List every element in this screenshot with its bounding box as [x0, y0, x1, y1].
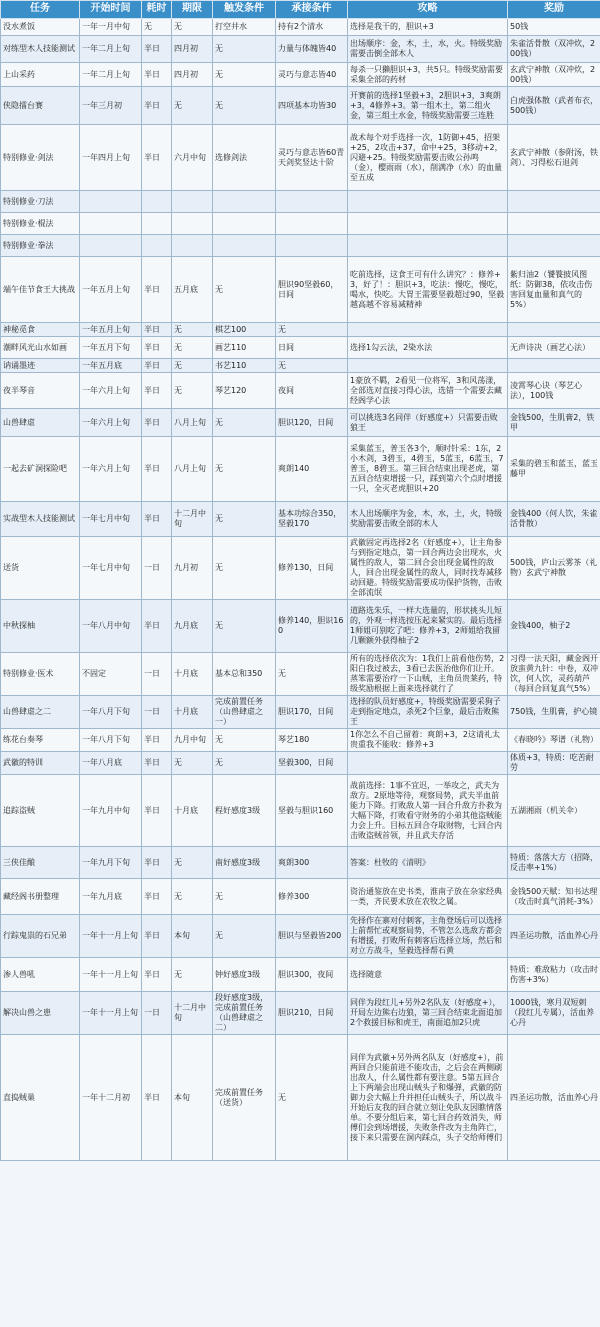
guide-cell: 吃前选择，这食王可有什么讲究？：修养+3，好了！：胆识+3，吃法：慢吃，慢吃，喝水，快吃。大胃王需要坚毅超过90，坚毅越高越不容易减精神 — [348, 257, 508, 323]
accept-cell: 无 — [276, 1035, 348, 1161]
guide-cell: 选择1勾云法，2染水法 — [348, 337, 508, 359]
reward-cell: 特质：落落大方（招降，反击率+1%） — [508, 847, 600, 879]
duration-cell: 半日 — [142, 337, 172, 359]
header-duration: 耗时 — [142, 1, 172, 19]
deadline-cell: 十二月中旬 — [172, 992, 213, 1035]
task-cell: 特别修业·剑法 — [1, 125, 80, 191]
table-row — [1, 409, 600, 437]
reward-cell: 玄武宁神散（双冲炊，200钱） — [508, 63, 600, 87]
duration-cell: 半日 — [142, 409, 172, 437]
table-row — [1, 879, 600, 915]
duration-cell: 半日 — [142, 879, 172, 915]
duration-cell: 半日 — [142, 437, 172, 502]
trigger-cell: 选修剑法 — [213, 125, 276, 191]
deadline-cell: 四月初 — [172, 63, 213, 87]
guide-cell: 每杀一只獭胆识+3，共5只。特级奖励需要采集全部的药材 — [348, 63, 508, 87]
duration-cell: 一日 — [142, 653, 172, 696]
start-time-cell: 一年一月中旬 — [80, 19, 142, 36]
start-time-cell: 一年十一月上旬 — [80, 958, 142, 992]
deadline-cell: 无 — [172, 373, 213, 409]
accept-cell — [276, 235, 348, 257]
deadline-cell: 无 — [172, 958, 213, 992]
deadline-cell: 十月底 — [172, 696, 213, 729]
start-time-cell: 一年六月上旬 — [80, 437, 142, 502]
task-cell: 解决山兽之患 — [1, 992, 80, 1035]
task-cell: 山兽肆虐之二 — [1, 696, 80, 729]
reward-cell: 采集的碧玉和蓝玉，蓝玉藤甲 — [508, 437, 600, 502]
header-reward: 奖励 — [508, 1, 600, 19]
guide-cell — [348, 323, 508, 337]
table-row — [1, 537, 600, 600]
accept-cell: 胆识90坚毅60，日间 — [276, 257, 348, 323]
trigger-cell — [213, 235, 276, 257]
trigger-cell: 无 — [213, 502, 276, 537]
guide-cell: 同伴为武徽+另外两名队友（好感度+），前两回合只能前进不能攻击，之后会在两侧刷出敌人，什么属性都有要注意。5第五回合上下两端会出现山贼头子和爆弹，武徽的防御力会大幅上升并担任山贼头子，所以战斗开始后友我的回合就立刻让免队友因瞧情落单。不要分组后来，第七回合药效消失，师傅们会到场增援，失败条件改为主角阵亡，接下来只需要在洞内踩点，头子交给师傅们 — [348, 1035, 508, 1161]
reward-cell: 1000钱，寒月双短刺（段红儿专属），活血养心丹 — [508, 992, 600, 1035]
duration-cell: 半日 — [142, 600, 172, 653]
task-cell: 行踪鬼祟的石兄弟 — [1, 915, 80, 958]
duration-cell: 半日 — [142, 87, 172, 125]
task-cell: 没水煮饭 — [1, 19, 80, 36]
guide-cell: 武徽固定再选择2名（好感度+），让主角参与到指定地点，第一回合两边会出现水，火属性的敌人，第二回合会出现金属性的敌人，回合出现金属性的敌人，同时找寿减移动回避。特级奖励需要成功保护货物，击败全部流氓 — [348, 537, 508, 600]
trigger-cell: 琴艺120 — [213, 373, 276, 409]
reward-cell: 750钱，生肌膏，护心镜 — [508, 696, 600, 729]
table-row — [1, 958, 600, 992]
table-row — [1, 1035, 600, 1161]
trigger-cell: 画艺110 — [213, 337, 276, 359]
start-time-cell: 一年十一月上旬 — [80, 992, 142, 1035]
start-time-cell: 一年八月中旬 — [80, 600, 142, 653]
guide-cell — [348, 191, 508, 213]
reward-cell: 金钱400（何人饮，朱雀活骨散） — [508, 502, 600, 537]
guide-cell: 可以挑选3名同伴（好感度+）只需要击败狼王 — [348, 409, 508, 437]
accept-cell: 持有2个清水 — [276, 19, 348, 36]
task-cell: 三侠佳酿 — [1, 847, 80, 879]
trigger-cell: 钟好感度3级 — [213, 958, 276, 992]
duration-cell — [142, 191, 172, 213]
deadline-cell: 十月底 — [172, 653, 213, 696]
deadline-cell: 十月底 — [172, 775, 213, 847]
trigger-cell: 打空井水 — [213, 19, 276, 36]
start-time-cell: 一年五月底 — [80, 359, 142, 373]
accept-cell — [276, 213, 348, 235]
guide-cell: 选择的队员好感度+，特级奖励需要采狗子走到指定地点，杀死2个巨象，最后击败熊王 — [348, 696, 508, 729]
reward-cell: 白虎强体散（武者布衣，500钱） — [508, 87, 600, 125]
start-time-cell: 一年六月上旬 — [80, 409, 142, 437]
task-cell: 特别修业·医术 — [1, 653, 80, 696]
guide-cell: 战术每个对手选择一次，1防御+45，招架+25，2攻击+37，命中+25，3移动+2，闪避+25。特级奖励需要击败公孙鸣（金），樱雨雨（水），削满净（水）的血量至五成 — [348, 125, 508, 191]
trigger-cell: 程好感度3级 — [213, 775, 276, 847]
table-header-row — [1, 1, 600, 19]
task-cell: 夜半琴音 — [1, 373, 80, 409]
table-row — [1, 19, 600, 36]
duration-cell: 一日 — [142, 992, 172, 1035]
reward-cell — [508, 191, 600, 213]
trigger-cell: 无 — [213, 600, 276, 653]
start-time-cell: 一年九月下旬 — [80, 847, 142, 879]
accept-cell: 修养140，胆识160 — [276, 600, 348, 653]
trigger-cell: 无 — [213, 63, 276, 87]
trigger-cell: 无 — [213, 752, 276, 775]
reward-cell: 《春晓吟》琴谱（礼物） — [508, 729, 600, 752]
duration-cell: 半日 — [142, 915, 172, 958]
deadline-cell: 无 — [172, 879, 213, 915]
accept-cell: 日间 — [276, 337, 348, 359]
trigger-cell: 南好感度3级 — [213, 847, 276, 879]
duration-cell: 半日 — [142, 36, 172, 63]
deadline-cell: 十二月中旬 — [172, 502, 213, 537]
reward-cell: 四圣运功散，活血养心丹 — [508, 915, 600, 958]
deadline-cell: 五月底 — [172, 257, 213, 323]
accept-cell: 修养300 — [276, 879, 348, 915]
guide-cell: 选择是我干的，胆识+3 — [348, 19, 508, 36]
task-cell: 实战型木人技能测试 — [1, 502, 80, 537]
duration-cell: 半日 — [142, 847, 172, 879]
deadline-cell: 八月上旬 — [172, 409, 213, 437]
duration-cell: 半日 — [142, 257, 172, 323]
start-time-cell: 一年三月初 — [80, 87, 142, 125]
start-time-cell: 一年八月下旬 — [80, 696, 142, 729]
guide-cell — [348, 235, 508, 257]
table-row — [1, 36, 600, 63]
table-row — [1, 502, 600, 537]
task-cell: 特别修业·刀法 — [1, 191, 80, 213]
trigger-cell: 无 — [213, 729, 276, 752]
duration-cell: 半日 — [142, 63, 172, 87]
duration-cell: 半日 — [142, 323, 172, 337]
guide-cell — [348, 752, 508, 775]
reward-cell: 金钱400，柚子2 — [508, 600, 600, 653]
accept-cell: 无 — [276, 359, 348, 373]
table-row — [1, 125, 600, 191]
table-row — [1, 373, 600, 409]
duration-cell — [142, 235, 172, 257]
deadline-cell — [172, 191, 213, 213]
table-row — [1, 437, 600, 502]
duration-cell: 半日 — [142, 775, 172, 847]
task-cell: 武徽的特训 — [1, 752, 80, 775]
task-cell: 送货 — [1, 537, 80, 600]
reward-cell: 四圣运功散，活血养心丹 — [508, 1035, 600, 1161]
trigger-cell: 书艺110 — [213, 359, 276, 373]
deadline-cell — [172, 213, 213, 235]
task-cell: 端午佳节食王大挑战 — [1, 257, 80, 323]
start-time-cell: 一年五月下旬 — [80, 337, 142, 359]
header-guide: 攻略 — [348, 1, 508, 19]
task-cell: 潮畔风光山水如画 — [1, 337, 80, 359]
guide-cell: 开赛前的选择1坚毅+3，2胆识+3，3爽朗+3，4修养+3。第一组木土，第二组火金，第三组土水金，特级奖励需要三连胜 — [348, 87, 508, 125]
start-time-cell — [80, 191, 142, 213]
table-row — [1, 63, 600, 87]
header-trigger: 触发条件 — [213, 1, 276, 19]
trigger-cell: 无 — [213, 87, 276, 125]
task-cell: 讷诵墨迹 — [1, 359, 80, 373]
deadline-cell: 本旬 — [172, 915, 213, 958]
task-cell: 对练型木人技能测试 — [1, 36, 80, 63]
guide-cell — [348, 359, 508, 373]
start-time-cell: 一年七月中旬 — [80, 537, 142, 600]
trigger-cell — [213, 213, 276, 235]
accept-cell: 无 — [276, 323, 348, 337]
table-row — [1, 191, 600, 213]
table-row — [1, 87, 600, 125]
accept-cell: 夜间 — [276, 373, 348, 409]
guide-cell: 资治通鉴放在史书类，淮南子放在杂家经典一类，齐民要术放在农牧之属。 — [348, 879, 508, 915]
guide-cell: 选择随意 — [348, 958, 508, 992]
deadline-cell: 无 — [172, 323, 213, 337]
deadline-cell: 无 — [172, 359, 213, 373]
duration-cell: 半日 — [142, 359, 172, 373]
reward-cell: 特质：难敌粘力（攻击时伤害+3%） — [508, 958, 600, 992]
start-time-cell: 一年十一月上旬 — [80, 915, 142, 958]
trigger-cell: 基本总和350 — [213, 653, 276, 696]
trigger-cell: 无 — [213, 537, 276, 600]
start-time-cell: 不固定 — [80, 653, 142, 696]
guide-cell — [348, 213, 508, 235]
header-task: 任务 — [1, 1, 80, 19]
table-row — [1, 257, 600, 323]
deadline-cell: 无 — [172, 337, 213, 359]
reward-cell — [508, 213, 600, 235]
trigger-cell: 完成前置任务（送货） — [213, 1035, 276, 1161]
accept-cell: 力量与体魄皆40 — [276, 36, 348, 63]
header-start-time: 开始时间 — [80, 1, 142, 19]
duration-cell: 半日 — [142, 502, 172, 537]
duration-cell: 一日 — [142, 537, 172, 600]
accept-cell: 爽朗300 — [276, 847, 348, 879]
guide-cell: 战前选择：1事不宜迟，一举攻之，武夫为敌方。2原地等待，观察局势，武夫半血前能力下降。打败敌人第一回合升敌方扑救为大幅下降，打败看守财务的小弟其他盗贼能力会上升。目标五回合夺取财物，七回合内击败盗贼首领，并且武夫存活 — [348, 775, 508, 847]
reward-cell: 50钱 — [508, 19, 600, 36]
reward-cell: 体质+3，特质：吃苦耐劳 — [508, 752, 600, 775]
trigger-cell: 段好感度3级，完成前置任务（山兽肆虐之二） — [213, 992, 276, 1035]
accept-cell: 基本功综合350，坚毅170 — [276, 502, 348, 537]
accept-cell: 四项基本功皆30 — [276, 87, 348, 125]
guide-cell: 1豪放不羁，2看见一位将军，3和风荡漾，全部选对直接习得心法，选错一个需要去藏经阁学心法 — [348, 373, 508, 409]
trigger-cell: 棋艺100 — [213, 323, 276, 337]
trigger-cell: 无 — [213, 409, 276, 437]
duration-cell: 半日 — [142, 125, 172, 191]
duration-cell: 一日 — [142, 696, 172, 729]
accept-cell: 胆识210，日间 — [276, 992, 348, 1035]
guide-cell: 木人出场顺序为金，木，水，土，火，特级奖励需要击败全部的木人 — [348, 502, 508, 537]
table-row — [1, 337, 600, 359]
table-row — [1, 915, 600, 958]
deadline-cell: 六月中旬 — [172, 125, 213, 191]
reward-cell — [508, 359, 600, 373]
start-time-cell — [80, 235, 142, 257]
start-time-cell: 一年九月中旬 — [80, 775, 142, 847]
table-row — [1, 752, 600, 775]
table-row — [1, 323, 600, 337]
guide-cell: 采集蓝玉，普玉各3个，顺时针采：1东，2小木剑，3碧玉，4碧玉，5蓝玉，6蓝玉，7普玉，8碧玉。第三回合结束出现老虎，第五回合结束增援一只，踩到第六个点时增援一只，全灭老虎胆识+20 — [348, 437, 508, 502]
deadline-cell: 四月初 — [172, 36, 213, 63]
start-time-cell — [80, 213, 142, 235]
header-accept: 承接条件 — [276, 1, 348, 19]
reward-cell: 五湖湘雨（机关伞） — [508, 775, 600, 847]
deadline-cell — [172, 235, 213, 257]
duration-cell: 无 — [142, 19, 172, 36]
deadline-cell: 九月底 — [172, 600, 213, 653]
task-cell: 渗人兽吼 — [1, 958, 80, 992]
accept-cell: 修养130，日间 — [276, 537, 348, 600]
start-time-cell: 一年二月上旬 — [80, 36, 142, 63]
table-row — [1, 359, 600, 373]
deadline-cell: 无 — [172, 87, 213, 125]
trigger-cell: 完成前置任务（山兽肆虐之一） — [213, 696, 276, 729]
task-cell: 侠隐擂台赛 — [1, 87, 80, 125]
reward-cell — [508, 323, 600, 337]
guide-cell: 先择作在寨对付刺客，主角登场后可以选择上前帮忙或观察局势，不管怎么选敌方都会有增援，打败所有刺客后选择立场，然后和对立方战斗，坚毅选择帮石黄 — [348, 915, 508, 958]
accept-cell: 胆识170，日间 — [276, 696, 348, 729]
reward-cell: 紫归油2（饕餮披风图纸：防御38，依攻击伤害回复血量和真气的5%） — [508, 257, 600, 323]
accept-cell: 坚毅300，日间 — [276, 752, 348, 775]
reward-cell: 玄武宁神散（参附汤，铁剑）、习得松石退剑 — [508, 125, 600, 191]
start-time-cell: 一年五月上旬 — [80, 323, 142, 337]
table-row — [1, 600, 600, 653]
deadline-cell: 九月中旬 — [172, 729, 213, 752]
trigger-cell — [213, 191, 276, 213]
task-cell: 追踪盗贼 — [1, 775, 80, 847]
table-row — [1, 992, 600, 1035]
task-cell: 上山采药 — [1, 63, 80, 87]
accept-cell — [276, 191, 348, 213]
task-cell: 特别修业·拳法 — [1, 235, 80, 257]
header-deadline: 期限 — [172, 1, 213, 19]
task-cell: 一起去矿洞探险吧 — [1, 437, 80, 502]
reward-cell: 习得一法天阳，藏金阁开放蛮黄九针：中卷，双冲饮，何人饮，灵药葫芦（每回合回复真气5%） — [508, 653, 600, 696]
task-cell: 山兽肆虐 — [1, 409, 80, 437]
table-row — [1, 847, 600, 879]
duration-cell: 半日 — [142, 958, 172, 992]
accept-cell: 胆识120，日间 — [276, 409, 348, 437]
start-time-cell: 一年八月下旬 — [80, 729, 142, 752]
duration-cell: 半日 — [142, 373, 172, 409]
start-time-cell: 一年二月上旬 — [80, 63, 142, 87]
reward-cell: 金钱500天赋：知书达理（攻击时真气消耗-3%） — [508, 879, 600, 915]
guide-cell: 答案：杜牧的《清明》 — [348, 847, 508, 879]
table-row — [1, 235, 600, 257]
guide-cell: 所有的选择依次为：1我们上前看他伤势，2阳白我过被去，3看已去医治他你们让开。蒸笨需要治疗一下山贼，主角员贵莱药，特级奖励根据上面来选择就行了 — [348, 653, 508, 696]
guide-cell: 道路选朱乐，一样大选量的，形状挑头儿短的，外观一样选按压起来紧实的。最后选择1师姐可别吃了吧：修养+3，2师姐给我留几颗额外获得柚子2 — [348, 600, 508, 653]
duration-cell: 半日 — [142, 1035, 172, 1161]
duration-cell: 半日 — [142, 729, 172, 752]
task-cell: 直捣贼巢 — [1, 1035, 80, 1161]
table-row — [1, 653, 600, 696]
table-row — [1, 775, 600, 847]
reward-cell: 无声诗决（画艺心法） — [508, 337, 600, 359]
guide-cell: 出场顺序：金，木，土，水，火。特级奖励需要击倒全部木人 — [348, 36, 508, 63]
deadline-cell: 八月上旬 — [172, 437, 213, 502]
reward-cell — [508, 235, 600, 257]
trigger-cell: 无 — [213, 36, 276, 63]
reward-cell: 朱雀活骨散（双冲炊，200钱） — [508, 36, 600, 63]
task-cell: 特别修业·棍法 — [1, 213, 80, 235]
accept-cell: 胆识与坚毅皆200 — [276, 915, 348, 958]
table-row — [1, 696, 600, 729]
trigger-cell: 无 — [213, 879, 276, 915]
duration-cell — [142, 213, 172, 235]
duration-cell: 半日 — [142, 752, 172, 775]
trigger-cell: 无 — [213, 437, 276, 502]
accept-cell: 胆识300，夜间 — [276, 958, 348, 992]
start-time-cell: 一年六月上旬 — [80, 373, 142, 409]
accept-cell: 灵巧与意志皆60青天剑奖竖达十阶 — [276, 125, 348, 191]
start-time-cell: 一年九月底 — [80, 879, 142, 915]
start-time-cell: 一年四月上旬 — [80, 125, 142, 191]
accept-cell: 琴艺180 — [276, 729, 348, 752]
start-time-cell: 一年八月底 — [80, 752, 142, 775]
deadline-cell: 本旬 — [172, 1035, 213, 1161]
reward-cell: 金钱500，生肌膏2，铁甲 — [508, 409, 600, 437]
reward-cell: 凌霄琴心诀（琴艺心法），100钱 — [508, 373, 600, 409]
accept-cell: 灵巧与意志皆40 — [276, 63, 348, 87]
trigger-cell: 无 — [213, 915, 276, 958]
table-row — [1, 729, 600, 752]
guide-cell: 同伴为段红儿+另外2名队友（好感度+），开局左边熊右边狼，第三回合结束北面追加2个救援目标和虎王，南面追加2只虎 — [348, 992, 508, 1035]
accept-cell: 无 — [276, 653, 348, 696]
task-cell: 藏经阁书册整理 — [1, 879, 80, 915]
task-cell: 中秋探柚 — [1, 600, 80, 653]
deadline-cell: 无 — [172, 752, 213, 775]
deadline-cell: 九月初 — [172, 537, 213, 600]
accept-cell: 爽朗140 — [276, 437, 348, 502]
task-cell: 神秘觅食 — [1, 323, 80, 337]
start-time-cell: 一年五月上旬 — [80, 257, 142, 323]
start-time-cell: 一年七月中旬 — [80, 502, 142, 537]
table-row — [1, 213, 600, 235]
trigger-cell: 无 — [213, 257, 276, 323]
start-time-cell: 一年十二月初 — [80, 1035, 142, 1161]
deadline-cell: 无 — [172, 847, 213, 879]
task-cell: 练花台奏琴 — [1, 729, 80, 752]
reward-cell: 500钱，庐山云雾茶（礼物）玄武宁神散 — [508, 537, 600, 600]
deadline-cell: 无 — [172, 19, 213, 36]
accept-cell: 坚毅与胆识160 — [276, 775, 348, 847]
guide-cell: 1你怎么不自己留着：爽朗+3，2这请礼太贵重我不能收：修养+3 — [348, 729, 508, 752]
